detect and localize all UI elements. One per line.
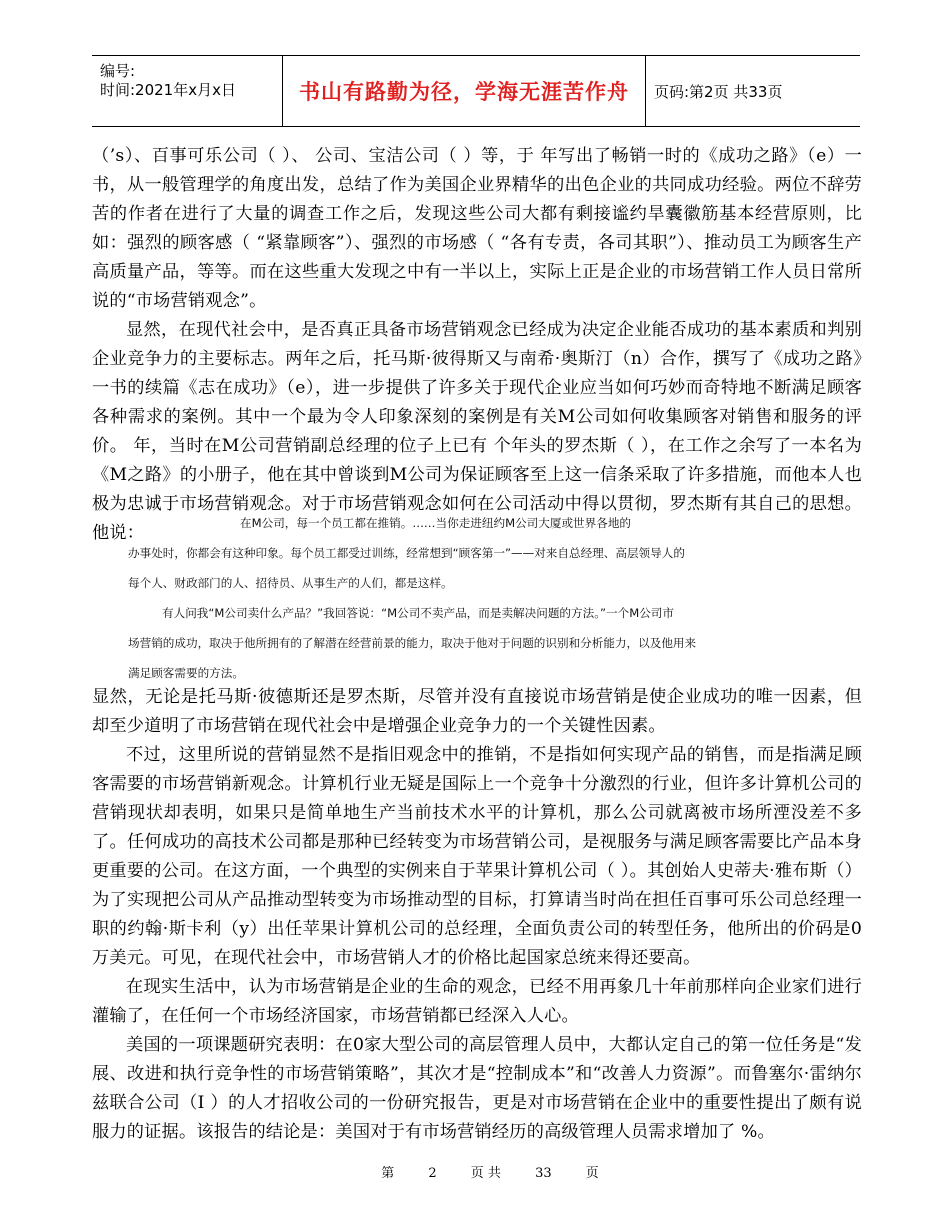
body-text-top <box>92 142 862 548</box>
quote-line: 场营销的成功，取决于他所拥有的了解潜在经营前景的能力，取决于他对于问题的识别和分析能力，以及他用来 <box>128 636 697 650</box>
body-text-bottom <box>92 683 862 1147</box>
quote-line: 在M公司，每一个员工都在推销。……当你走进纽约M公司大厦或世界各地的 <box>240 516 632 530</box>
header-meta <box>92 56 282 126</box>
time-label: 时间:2021年x月x日 <box>100 81 236 99</box>
page-header <box>92 55 860 127</box>
page-footer <box>0 1162 950 1181</box>
paragraph: 不过，这里所说的营销显然不是指旧观念中的推销，不是指如何实现产品的销售，而是指满足顾客需要的市场营销新观念。计算机行业无疑是国际上一个竞争十分激烈的行业，但许多计算机公司的营销现状却表明，如果只是简单地生产当前技术水平的计算机，那么公司就离被市场所湮没差不多了。任何成功的高技术公司都是那种已经转变为市场营销公司，是视服务与满足顾客需要比产品本身更重要的公司。在这方面，一个典型的实例来自于苹果计算机公司（ ）。其创始人史蒂夫·雅布斯（） 为了实现把公司从产品推动型转变为市场推动型的目标，打算请当时尚在担任百事可乐公司总经理一职的约翰·斯卡利（y）出任苹果计算机公司的总经理，全面负责公司的转型任务，他所出的价码是0万美元。可见，在现代社会中，市场营销人才的价格比起国家总统来得还要高。 <box>92 745 862 968</box>
number-label: 编号: <box>100 62 136 80</box>
quote-line: 每个人、财政部门的人、招待员、从事生产的人们，都是这样。 <box>128 576 453 590</box>
paragraph: 显然，在现代社会中，是否真正具备市场营销观念已经成为决定企业能否成功的基本素质和判别企业竞争力的主要标志。两年之后，托马斯·彼得斯又与南希·奥斯汀（n）合作，撰写了《成功之路》一书的续篇《志在成功》（e），进一步提供了许多关于现代企业应当如何巧妙而奇特地不断满足顾客各种需求的案例。其中一个最为令人印象深刻的案例是有关M公司如何收集顾客对销售和服务的评价。 年，当时在M公司营销副总经理的位子上已有 个年头的罗杰斯（ ），在工作之余写了一本名为《M之路》的小册子，他在其中曾谈到M公司为保证顾客至上这一信条采取了许多措施，而他本人也极为忠诚于市场营销观念。对于市场营销观念如何在公司活动中得以贯彻，罗杰斯有其自己的思想。他说： <box>92 320 862 543</box>
header-motto: 书山有路勤为径，学海无涯苦作舟 <box>282 56 646 126</box>
paragraph: 在现实生活中，认为市场营销是企业的生命的观念，已经不用再象几十年前那样向企业家们进行灌输了，在任何一个市场经济国家，市场营销都已经深入人心。 <box>92 977 862 1026</box>
block-quote <box>128 508 818 688</box>
paragraph: 显然，无论是托马斯·彼德斯还是罗杰斯，尽管并没有直接说市场营销是使企业成功的唯一因素，但却至少道明了市场营销在现代社会中是增强企业竞争力的一个关键性因素。 <box>92 687 862 736</box>
footer-page-number: 2 <box>428 1166 437 1181</box>
footer-mid: 页 共 <box>470 1166 501 1181</box>
footer-total: 33 <box>535 1166 552 1181</box>
paragraph: （’s）、百事可乐公司（ ）、 公司、宝洁公司（ ）等，于 年写出了畅销一时的《成功之路》（e）一书，从一般管理学的角度出发，总结了作为美国企业界精华的出色企业的共同成功经验。两位不辞劳苦的作者在进行了大量的调查工作之后，发现这些公司大都有剩接谧约旱囊徽筋基本经营原则，比如：强烈的顾客感（ “紧靠顾客”）、强烈的市场感（ “各有专责，各司其职”）、推动员工为顾客生产高质量产品，等等。而在这些重大发现之中有一半以上，实际上正是企业的市场营销工作人员日常所说的“市场营销观念”。 <box>92 146 862 311</box>
quote-line: 办事处时，你都会有这种印象。每个员工都受过训练，经常想到“顾客第一”——对来自总经理、高层领导人的 <box>128 546 685 560</box>
quote-line: 满足顾客需要的方法。 <box>128 666 244 680</box>
footer-prefix: 第 <box>381 1166 395 1181</box>
header-page-label: 页码:第2页 共33页 <box>654 82 783 101</box>
quote-line: 有人问我“M公司卖什么产品？”我回答说：“M公司不卖产品，而是卖解决问题的方法。”一个M公司市 <box>162 606 674 620</box>
footer-suffix: 页 <box>585 1166 599 1181</box>
paragraph: 美国的一项课题研究表明：在0家大型公司的高层管理人员中，大都认定自己的第一位任务是“发展、改进和执行竞争性的市场营销策略”，其次才是“控制成本”和“改善人力资源”。而鲁塞尔·雷纳尔兹联合公司（I ）的人才招收公司的一份研究报告，更是对市场营销在企业中的重要性提出了颇有说服力的证据。该报告的结论是：美国对于有市场营销经历的高级管理人员需求增加了 %。 <box>92 1035 862 1142</box>
